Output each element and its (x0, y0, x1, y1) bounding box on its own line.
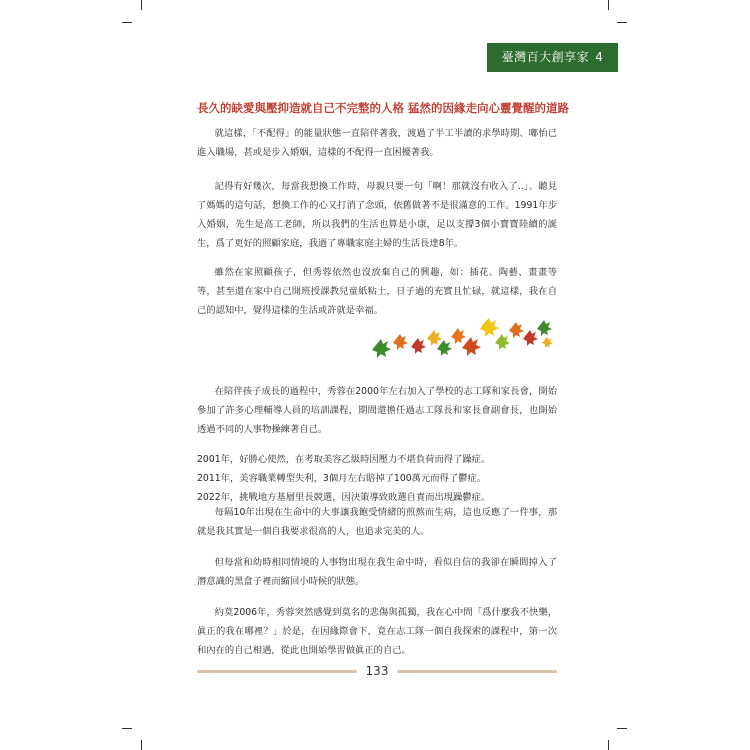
crop-mark (141, 0, 142, 10)
crop-mark (141, 740, 142, 750)
section-heading: 長久的缺愛與壓抑造就自己不完整的人格 猛然的因緣走向心靈覺醒的道路 (197, 101, 569, 115)
crop-mark (608, 0, 609, 10)
crop-mark (122, 728, 132, 729)
page-footer (197, 662, 557, 680)
list-item: 2011年，美容職業轉型失利，3個月左右賠掉了100萬元而得了鬱症。 (197, 473, 487, 484)
paragraph: 雖然在家照顧孩子，但秀蓉依然也沒放棄自己的興趣，如：插花、陶藝、畫畫等等，甚至還在家中自己開班授課教兒童紙粘土，日子過的充實且忙碌，就這樣，我在自己的認知中，覺得這樣的生活或許就是幸福。 (197, 267, 557, 316)
autumn-leaves-icon (368, 317, 558, 361)
paragraph: 就這樣，「不配得」的能量狀態一直陪伴著我，渡過了半工半讀的求學時期、嘟怡已進入職場，甚或是步入婚姻，這樣的不配得一直困擾著我。 (197, 128, 557, 158)
crop-mark (608, 740, 609, 750)
crop-mark (122, 22, 132, 23)
timeline-list (197, 450, 557, 507)
list-item: 2022年，挑戰地方基層里長競選，因決策導致敗選自責而出現躁鬱症。 (197, 492, 491, 503)
paragraph: 每隔10年出現在生命中的大事讓我飽受情緒的煎熬而生病，這也反應了一件事，那就是我其實是一個自我要求很高的人，也追求完美的人。 (197, 507, 557, 537)
paragraph: 約莫2006年，秀蓉突然感覺到莫名的悲傷與孤獨，我在心中問「爲什麼我不快樂，眞正的我在哪裡？」於是，在因緣際會下，竟在志工隊一個自我探索的課程中，第一次和內在的自己相遇，從此也開始學習做眞正的自己。 (197, 607, 557, 656)
list-item: 2001年，好勝心使然，在考取美容乙級時因壓力不堪負荷而得了躁症。 (197, 454, 491, 465)
page-number: 133 (365, 664, 389, 678)
book-title: 臺灣百大創享家 (501, 50, 590, 64)
crop-mark (617, 728, 627, 729)
footer-rule-right (397, 670, 557, 673)
paragraph: 但每當和幼時相同情境的人事物出現在我生命中時，看似自信的我卻在瞬間掉入了潛意識的黑盒子裡而縮回小時候的狀態。 (197, 557, 557, 587)
paragraph: 在陪伴孩子成長的過程中，秀蓉在2000年左右加入了學校的志工隊和家長會，開始參加了許多心理輔導人員的培訓課程，期間還擔任過志工隊長和家長會副會長，也開始透過不同的人事物操練著自己。 (197, 386, 557, 435)
paragraph: 記得有好幾次，每當我想換工作時，母親只要一句「啊！那就沒有收入了..」。聽見了媽媽的這句話，想換工作的心又打消了念頭，依舊做著不是很滿意的工作。1991年步入婚姻，先生是高工老師，所以我們的生活也算是小康，足以支撐3個小寶寶陸續的誕生，爲了更好的照顧家庭，我過了專職家庭主婦的生活長達8年。 (197, 181, 557, 249)
crop-mark (617, 22, 627, 23)
running-header (487, 43, 618, 72)
volume-number: 4 (595, 50, 604, 64)
